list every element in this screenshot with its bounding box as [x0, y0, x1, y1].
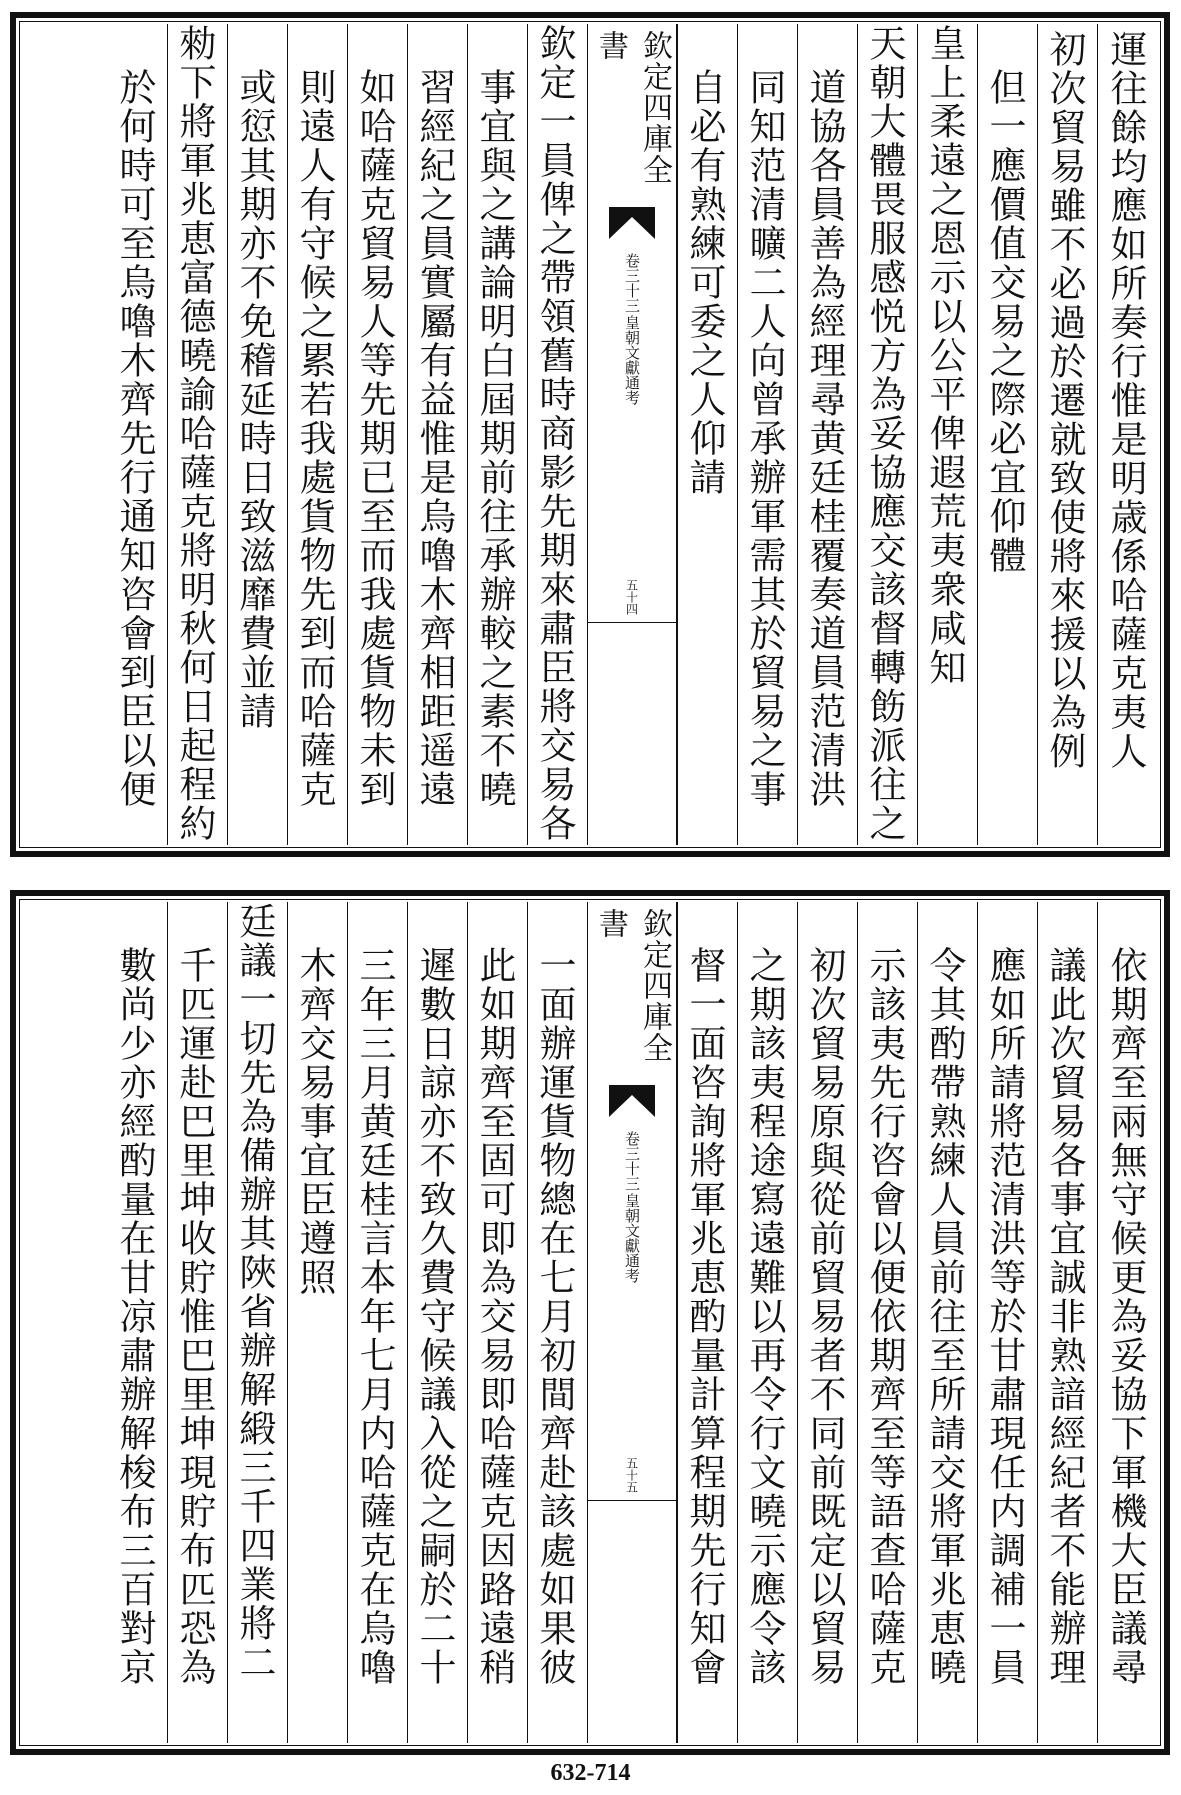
text-column: 依期齊至兩無守候更為妥協下軍機大臣議尋 [1097, 902, 1158, 1743]
spine-title: 欽定四庫全書 [593, 30, 672, 185]
page-number: 五十五 [624, 1457, 639, 1493]
text-column: 於何時可至烏嚕木齊先行通知咨會到臣以便 [113, 68, 156, 809]
spine-volume: 卷三十三 [623, 253, 641, 313]
spine-divider [588, 1500, 676, 1501]
text-column: 廷議一切先為備辦其陜省辦解緞三千四業將二 [227, 902, 287, 1743]
spine-volume: 卷三十三 [623, 1131, 641, 1191]
text-column: 遲數日諒亦不致久費守候議入從之嗣於二十 [407, 902, 467, 1743]
text-column: 勑下將軍兆恵富德曉諭哈薩克將明秋何日起程約 [167, 24, 227, 845]
top-page-columns [22, 24, 1158, 845]
spine-book-title: 皇朝文獻通考 [623, 315, 641, 405]
spine-book-title: 皇朝文獻通考 [623, 1193, 641, 1283]
spine-subtitle [622, 253, 642, 405]
text-column: 初次貿易原與從前貿易者不同前既定以貿易 [797, 902, 857, 1743]
text-column: 之期該夷程途寫遠難以再令行文曉示應令該 [737, 902, 797, 1743]
text-column: 木齊交易事宜臣遵照 [287, 902, 347, 1743]
spine-title: 欽定四庫全書 [593, 908, 672, 1063]
text-column: 運往餘均應如所奏行惟是明歳係哈薩克夷人 [1097, 24, 1158, 845]
bottom-page-columns [22, 902, 1158, 1743]
text-column: 令其酌帶熟練人員前往至所請交將軍兆恵曉 [917, 902, 977, 1743]
text-column: 習經紀之員實屬有益惟是烏嚕木齊相距遥遠 [407, 24, 467, 845]
fishtail-mark-icon [609, 1085, 655, 1123]
book-spine [587, 902, 677, 1743]
text-column: 應如所請將范清洪等於甘肅現任内調補一員 [977, 902, 1037, 1743]
text-column: 初次貿易雖不必過於遷就致使將來援以為例 [1037, 24, 1097, 845]
text-column: 自必有熟練可委之人仰請 [677, 24, 737, 845]
text-column: 一面辦運貨物總在七月初間齊赴該處如果彼 [527, 902, 587, 1743]
text-column: 督一面咨詢將軍兆恵酌量計算程期先行知會 [677, 902, 737, 1743]
text-column: 此如期齊至固可即為交易即哈薩克因路遠稍 [467, 902, 527, 1743]
text-column: 但一應價值交易之際必宜仰體 [977, 24, 1037, 845]
text-column: 如哈薩克貿易人等先期已至而我處貨物未到 [347, 24, 407, 845]
text-column: 天朝大體畏服感悦方為妥協應交該督轉飭派往之 [857, 24, 917, 845]
spine-subtitle [622, 1131, 642, 1283]
text-column: 示該夷先行咨會以便依期齊至等語查哈薩克 [857, 902, 917, 1743]
text-column: 數尚少亦經酌量在甘凉肅辦解梭布三百對京 [113, 946, 156, 1687]
text-column: 或愆其期亦不免稽延時日致滋靡費並請 [227, 24, 287, 845]
text-column: 欽定一員俾之帶領舊時商影先期來肅臣將交易各 [527, 24, 587, 845]
text-column: 事宜與之講論明白屆期前往承辦較之素不曉 [467, 24, 527, 845]
text-column: 千匹運赴巴里坤收貯惟巴里坤現貯布匹恐為 [167, 902, 227, 1743]
top-page [10, 12, 1170, 857]
text-column: 道協各員善為經理尋黄廷桂覆奏道員范清洪 [797, 24, 857, 845]
text-column: 議此次貿易各事宜誠非熟諳經紀者不能辦理 [1037, 902, 1097, 1743]
spine-divider [588, 622, 676, 623]
text-column: 三年三月黄廷桂言本年七月内哈薩克在烏嚕 [347, 902, 407, 1743]
page-footer-number: 632-714 [550, 1760, 631, 1786]
bottom-page [10, 890, 1170, 1755]
text-column: 則遠人有守候之累若我處貨物先到而哈薩克 [287, 24, 347, 845]
text-column: 同知范清曠二人向曾承辦軍需其於貿易之事 [737, 24, 797, 845]
page-number: 五十四 [624, 579, 639, 615]
book-spine [587, 24, 677, 845]
fishtail-mark-icon [609, 207, 655, 245]
text-column: 皇上柔遠之恩示以公平俾遐荒夷衆咸知 [917, 24, 977, 845]
